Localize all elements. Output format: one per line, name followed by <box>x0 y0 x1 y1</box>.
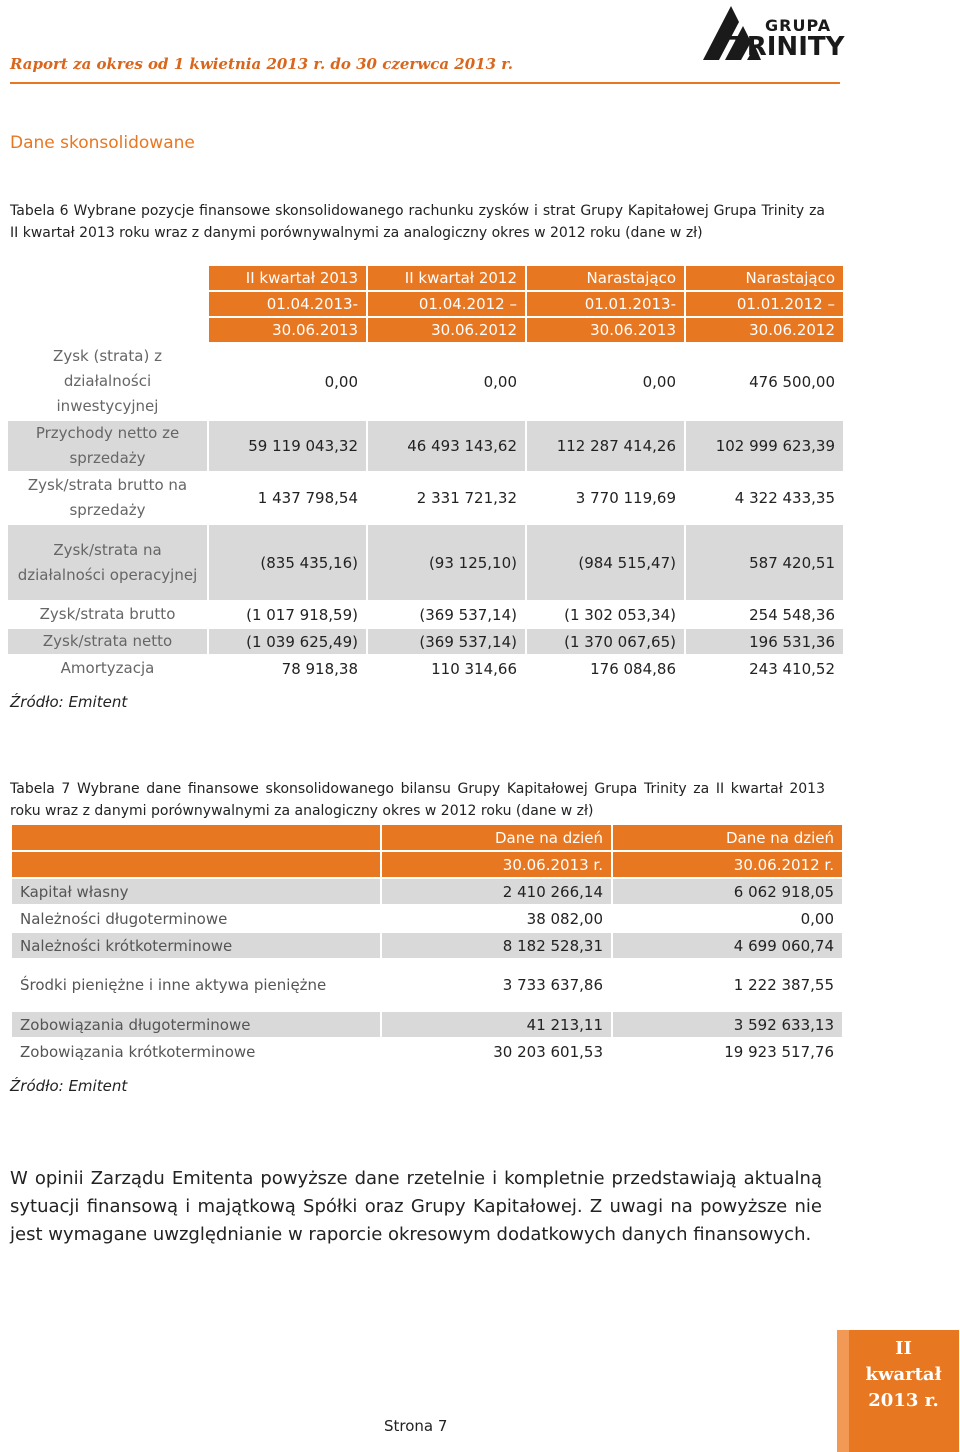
cell-value: 6 062 918,05 <box>613 879 842 904</box>
table-row <box>8 525 843 600</box>
table-row <box>12 879 842 904</box>
row-label: Kapitał własny <box>12 879 380 904</box>
cell-value: 41 213,11 <box>382 1012 611 1037</box>
table-row <box>12 933 842 958</box>
row-label: Należności krótkoterminowe <box>12 933 380 958</box>
section-title: Dane skonsolidowane <box>10 133 195 153</box>
report-period-title: Raport za okres od 1 kwietnia 2013 r. do 30 czerwca 2013 r. <box>10 55 513 73</box>
row-label: Zysk/strata brutto <box>8 602 207 627</box>
cell-value: 0,00 <box>527 344 684 419</box>
cell-value: 1 222 387,55 <box>613 960 842 1010</box>
cell-value: 30 203 601,53 <box>382 1039 611 1064</box>
table-row <box>8 656 843 681</box>
cell-value: (1 370 067,65) <box>527 629 684 654</box>
badge-line: II <box>895 1338 912 1359</box>
cell-value: (835 435,16) <box>209 525 366 600</box>
table-row <box>8 473 843 523</box>
cell-value: 476 500,00 <box>686 344 843 419</box>
cell-value: 3 770 119,69 <box>527 473 684 523</box>
cell-value: 46 493 143,62 <box>368 421 525 471</box>
cell-value: 78 918,38 <box>209 656 366 681</box>
cell-value: (369 537,14) <box>368 602 525 627</box>
table7-caption: Tabela 7 Wybrane dane finansowe skonsolidowanego bilansu Grupy Kapitałowej Grupa Trinity za II kwartał 2013 roku wraz z danymi porównywalnymi za analogiczny okres w 2012 roku (dane w zł) <box>10 781 825 819</box>
table7-header-row-2 <box>12 852 842 877</box>
row-label: Zobowiązania krótkoterminowe <box>12 1039 380 1064</box>
table7-header: Dane na dzień <box>613 825 842 850</box>
header-divider <box>10 82 840 84</box>
cell-value: 243 410,52 <box>686 656 843 681</box>
cell-value: 196 531,36 <box>686 629 843 654</box>
table-row <box>8 421 843 471</box>
table6-header-date: 30.06.2013 <box>209 318 366 342</box>
cell-value: 3 592 633,13 <box>613 1012 842 1037</box>
cell-value: 112 287 414,26 <box>527 421 684 471</box>
row-label: Zysk/strata brutto na sprzedaży <box>8 473 207 523</box>
cell-value: 0,00 <box>613 906 842 931</box>
table-row <box>8 629 843 654</box>
cell-value: 176 084,86 <box>527 656 684 681</box>
cell-value: (1 039 625,49) <box>209 629 366 654</box>
cell-value: 0,00 <box>209 344 366 419</box>
row-label: Zobowiązania długoterminowe <box>12 1012 380 1037</box>
balance-sheet-table <box>10 823 844 1066</box>
table6-header: Narastająco <box>527 266 684 290</box>
table7-header-date: 30.06.2013 r. <box>382 852 611 877</box>
cell-value: 38 082,00 <box>382 906 611 931</box>
table6-caption: Tabela 6 Wybrane pozycje finansowe skonsolidowanego rachunku zysków i strat Grupy Kapitałowej Grupa Trinity za II kwartał 2013 roku wraz z danymi porównywalnymi za analogiczny okres w 2012 roku (dane w zł) <box>10 203 825 241</box>
table6-header-date: 01.04.2013- <box>209 292 366 316</box>
cell-value: (369 537,14) <box>368 629 525 654</box>
table7-header-date: 30.06.2012 r. <box>613 852 842 877</box>
quarter-badge-strip <box>837 1330 849 1452</box>
cell-value: 4 699 060,74 <box>613 933 842 958</box>
row-label: Zysk/strata netto <box>8 629 207 654</box>
cell-value: 110 314,66 <box>368 656 525 681</box>
table-row <box>12 1039 842 1064</box>
cell-value: 254 548,36 <box>686 602 843 627</box>
company-logo <box>695 2 845 70</box>
cell-value: 587 420,51 <box>686 525 843 600</box>
table6-header-date: 30.06.2012 <box>368 318 525 342</box>
table6-header: II kwartał 2012 <box>368 266 525 290</box>
table7-header: Dane na dzień <box>382 825 611 850</box>
table-row <box>8 602 843 627</box>
quarter-badge-text <box>852 1336 955 1414</box>
logo-trinity-text: TRINITY <box>729 32 845 62</box>
cell-value: 59 119 043,32 <box>209 421 366 471</box>
cell-value: 102 999 623,39 <box>686 421 843 471</box>
page-number: Strona 7 <box>384 1417 448 1435</box>
cell-value: 4 322 433,35 <box>686 473 843 523</box>
cell-value: (1 017 918,59) <box>209 602 366 627</box>
table-row <box>12 960 842 1010</box>
income-statement-table <box>6 264 845 683</box>
cell-value: 3 733 637,86 <box>382 960 611 1010</box>
table6-header-date: 30.06.2012 <box>686 318 843 342</box>
table6-header: Narastająco <box>686 266 843 290</box>
cell-value: 8 182 528,31 <box>382 933 611 958</box>
table6-header: II kwartał 2013 <box>209 266 366 290</box>
cell-value: 0,00 <box>368 344 525 419</box>
cell-value: 1 437 798,54 <box>209 473 366 523</box>
table7-header-row-1 <box>12 825 842 850</box>
row-label: Należności długoterminowe <box>12 906 380 931</box>
cell-value: 2 331 721,32 <box>368 473 525 523</box>
table6-header-date: 01.01.2012 – <box>686 292 843 316</box>
table-row <box>12 906 842 931</box>
cell-value: (984 515,47) <box>527 525 684 600</box>
table6-header-date: 01.01.2013- <box>527 292 684 316</box>
table-row <box>12 1012 842 1037</box>
badge-line: kwartał <box>865 1364 942 1385</box>
table6-header-date: 01.04.2012 – <box>368 292 525 316</box>
table6-header-date: 30.06.2013 <box>527 318 684 342</box>
table6-source: Źródło: Emitent <box>10 693 128 711</box>
logo-grupa-text: GRUPA <box>765 16 832 35</box>
cell-value: 19 923 517,76 <box>613 1039 842 1064</box>
summary-paragraph: W opinii Zarządu Emitenta powyższe dane rzetelnie i kompletnie przedstawiają aktualną sytuacji finansową i majątkową Spółki oraz Grupy Kapitałowej. Z uwagi na powyższe nie jest wymagane uwzględnianie w raporcie okresowym dodatkowych danych finansowych. <box>10 1168 822 1245</box>
cell-value: (1 302 053,34) <box>527 602 684 627</box>
badge-line: 2013 r. <box>868 1390 939 1411</box>
table6-header-row-3 <box>8 318 843 342</box>
cell-value: (93 125,10) <box>368 525 525 600</box>
table6-header-row-2 <box>8 292 843 316</box>
cell-value: 2 410 266,14 <box>382 879 611 904</box>
table-row <box>8 344 843 419</box>
row-label: Przychody netto ze sprzedaży <box>8 421 207 471</box>
row-label: Zysk/strata na działalności operacyjnej <box>8 525 207 600</box>
row-label: Amortyzacja <box>8 656 207 681</box>
table7-source: Źródło: Emitent <box>10 1077 128 1095</box>
row-label: Zysk (strata) z działalności inwestycyjnej <box>8 344 207 419</box>
row-label: Środki pieniężne i inne aktywa pieniężne <box>12 960 380 1010</box>
table6-header-row-1 <box>8 266 843 290</box>
